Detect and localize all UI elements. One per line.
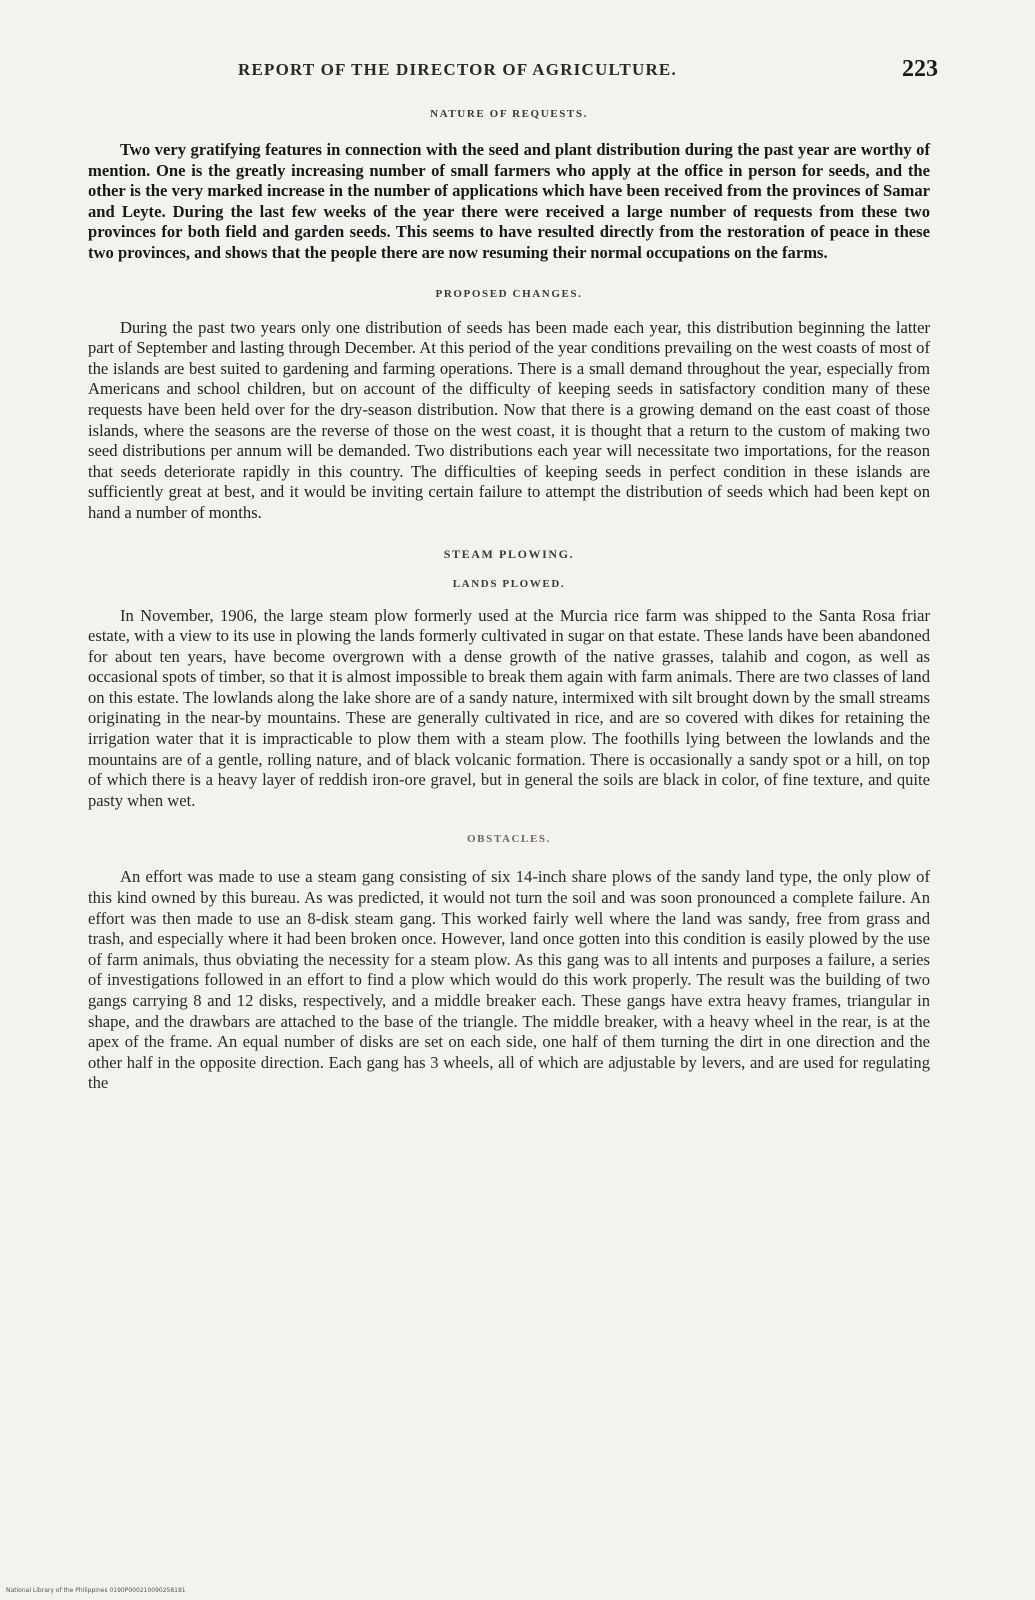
section-heading-steam-plowing: STEAM PLOWING. [443,546,575,561]
section-heading-obstacles: OBSTACLES. [467,833,551,846]
paragraph-nature-of-requests: Two very gratifying features in connection with the seed and plant distribution during the past year are worthy of mention. One is the greatly increasing number of small farmers who apply at the office in person for seeds, and the other is the very marked increase in the number of applications which have been received from the provinces of Samar and Leyte. During the last few weeks of the year there were received a large number of requests from these two provinces for both field and garden seeds. This seems to have resulted directly from the restoration of peace in these two provinces, and shows that the people there are now resuming their normal occupations on the farms. [88,140,930,262]
scan-footer-note: National Library of the Philippines 0190P000210090258181 [6,1587,186,1594]
paragraph-proposed-changes: During the past two years only one distribution of seeds has been made each year, this distribution beginning the latter part of September and lasting through December. At this period of the year conditions prevailing on the west coasts of most of the islands are best suited to gardening and farming operations. There is a small demand throughout the year, especially from Americans and school children, but on account of the difficulty of keeping seeds in satisfactory condition many of these requests have been held over for the dry-season distribution. Now that there is a growing demand on the east coast of those islands, where the seasons are the reverse of those on the west coast, it is thought that a return to the custom of making two seed distributions per annum will be demanded. Two distributions each year will necessitate two importations, for the reason that seeds deteriorate rapidly in this country. The difficulties of keeping seeds in perfect condition in these islands are sufficiently great at best, and it would be inviting certain failure to attempt the distribution of seeds which had been kept on hand a number of months. [88,317,930,522]
running-title: REPORT OF THE DIRECTOR OF AGRICULTURE. [238,60,677,79]
page-number: 223 [902,56,938,82]
running-head [238,58,938,88]
paragraph-obstacles: An effort was made to use a steam gang consisting of six 14-inch share plows of the sandy land type, the only plow of this kind owned by this bureau. As was predicted, it would not turn the soil and was soon pronounced a complete failure. An effort was then made to use an 8-disk steam gang. This worked fairly well where the land was sandy, free from grass and trash, and especially where it had been broken once. However, land once gotten into this condition is easily plowed by the use of farm animals, thus obviating the necessity for a steam plow. As this gang was to all intents and purposes a failure, a series of investigations followed in an effort to find a plow which would do this work properly. The result was the building of two gangs carrying 8 and 12 disks, respectively, and a middle breaker each. These gangs have extra heavy frames, triangular in shape, and the drawbars are attached to the base of the triangle. The middle breaker, with a heavy wheel in the rear, is at the apex of the frame. An equal number of disks are set on each side, one half of them turning the dirt in one direction and the other half in the opposite direction. Each gang has 3 wheels, all of which are adjustable by levers, and are used for regulating the [88,867,930,1093]
section-heading-proposed-changes: PROPOSED CHANGES. [435,287,583,300]
subsection-heading-lands-plowed: LANDS PLOWED. [452,577,566,590]
section-heading-nature-of-requests: NATURE OF REQUESTS. [430,108,588,120]
paragraph-lands-plowed: In November, 1906, the large steam plow formerly used at the Murcia rice farm was shipped to the Santa Rosa friar estate, with a view to its use in plowing the lands formerly cultivated in sugar on that estate. These lands have been abandoned for about ten years, have become overgrown with a dense growth of the native grasses, talahib and cogon, as well as occasional spots of timber, so that it is almost impossible to break them again with farm animals. There are two classes of land on this estate. The lowlands along the lake shore are of a sandy nature, intermixed with silt brought down by the small streams originating in the near-by mountains. These are generally cultivated in rice, and are so covered with dikes for retaining the irrigation water that it is impracticable to plow them with a steam plow. The foothills lying between the lowlands and the mountains are of a gentle, rolling nature, and of black volcanic formation. There is occasionally a sandy spot or a hill, on top of which there is a heavy layer of reddish iron-ore gravel, but in general the soils are black in color, of fine texture, and quite pasty when wet. [88,605,930,810]
page-body [88,104,930,1094]
